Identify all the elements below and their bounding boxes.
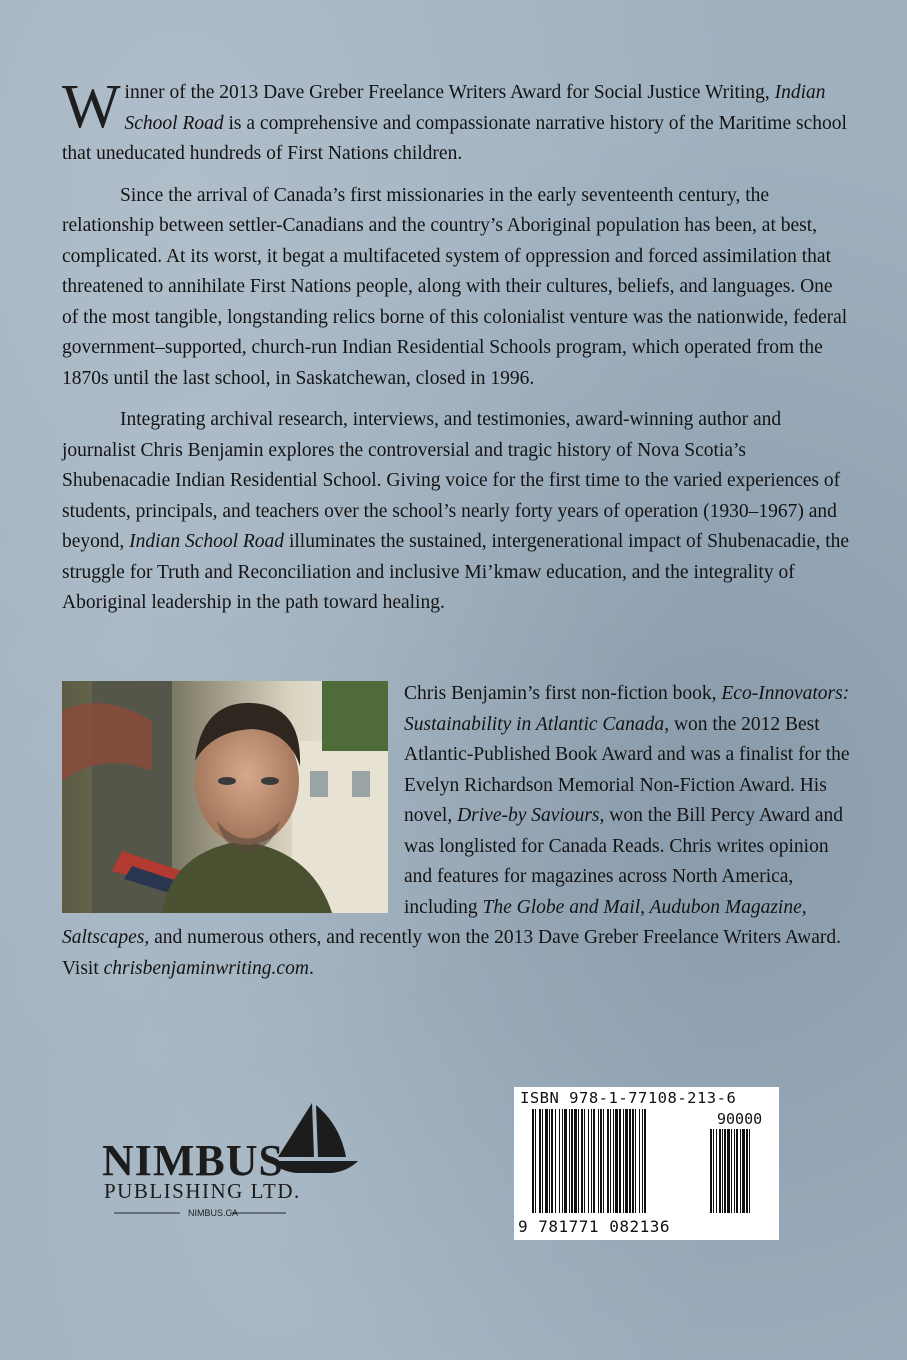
barcode-bar [562,1109,563,1213]
addon-bar [736,1129,738,1213]
isbn-label: ISBN 978-1-77108-213-6 [520,1089,737,1107]
book-title: Indian School Road [124,82,826,134]
barcode-bar [591,1109,592,1213]
addon-bar [731,1129,732,1213]
barcode-bar [549,1109,550,1213]
blurb-text: inner of the 2013 Dave Greber Freelance Writers Award for Social Justice Writing, [124,82,775,103]
barcode-bar [629,1109,631,1213]
addon-bar [734,1129,735,1213]
addon-bar [742,1129,745,1213]
barcode-bar [569,1109,570,1213]
barcode-bar [625,1109,628,1213]
photo-spacer [62,679,404,923]
publisher-name: NIMBUS [102,1136,285,1185]
blurb-text: Integrating archival research, interviews, and testimonies, award-winning author and journalist Chris Benjamin explores the controversial and tragic history of Nova Scotia’s Shubenacadie Indian Residential School. Giving voice for the first time to the varied experiences of students, principals, and teachers over the school’s nearly forty years of operation (1930–1967) and beyond, [62,409,841,552]
barcode-bar [574,1109,577,1213]
addon-bar [727,1129,730,1213]
barcode-bar [588,1109,589,1213]
addon-bar [746,1129,748,1213]
barcode-digits: 9 781771 082136 [518,1217,670,1236]
visit-end: . [308,957,314,979]
author-website-link[interactable]: chrisbenjaminwriting.com [103,957,309,979]
barcode-bar [545,1109,548,1213]
barcode-bar [532,1109,534,1213]
barcode-bar [619,1109,621,1213]
barcode-bar [615,1109,618,1213]
barcode-bar [613,1109,614,1213]
addon-bar [719,1129,721,1213]
blurb-text: illuminates the sustained, intergenerational impact of Shubenacadie, the struggle for Truth and Reconciliation and inclusive Mi’kmaw education, and the integrality of Aboriginal leadership in the path toward healing. [62,531,850,613]
drop-cap: W [62,73,121,141]
barcode-bar [600,1109,602,1213]
author-bio [62,679,852,984]
addon-bar [710,1129,712,1213]
addon-bar [713,1129,714,1213]
barcode-bar [584,1109,585,1213]
publication-names: The Globe and Mail, Audubon Magazine, Saltscapes, [62,896,807,948]
blurb-text: is a comprehensive and compassionate narrative history of the Maritime school that uneducated hundreds of First Nations children. [62,112,847,164]
addon-bar [724,1129,726,1213]
publisher-logo [100,1095,370,1225]
barcode-bar [593,1109,595,1213]
barcode-bar [610,1109,611,1213]
publisher-logo-art [100,1095,370,1225]
price-addon: 90000 [717,1110,763,1128]
addon-bar [749,1129,750,1213]
sailboat-icon [278,1103,346,1157]
barcode-bar [578,1109,579,1213]
barcode-bar [603,1109,604,1213]
addon-bar [722,1129,723,1213]
barcode-bar [551,1109,553,1213]
bio-text: and numerous others, and recently won the 2013 Dave Greber Freelance Writers Award. [149,927,841,948]
isbn-barcode [514,1087,779,1240]
barcode-bar [607,1109,609,1213]
barcode-bar [581,1109,583,1213]
publisher-subname: PUBLISHING LTD. [104,1179,301,1203]
barcode-bar [644,1109,646,1213]
book-title-novel: Drive-by Saviours [457,805,600,826]
bio-text: , won the 2012 Best Atlantic-Published Book Award and was a finalist for the Evelyn Richardson Memorial Non-Fiction Award. His novel, [404,713,850,826]
barcode-bar [564,1109,567,1213]
blurb-paragraph-3 [62,405,852,619]
barcode-bar [571,1109,573,1213]
barcode-bar [555,1109,556,1213]
barcode-bar [535,1109,536,1213]
book-title-eco: Eco-Innovators: Sustainability in Atlantic Canada [404,683,850,735]
visit-label: Visit [62,957,104,979]
barcode-bar [559,1109,560,1213]
barcode-bar [642,1109,643,1213]
barcode-bar [542,1109,543,1213]
bio-text: Chris Benjamin’s first non-fiction book, [404,683,722,704]
barcode-bar [632,1109,634,1213]
back-cover-blurb [62,73,852,630]
addon-bar [716,1129,717,1213]
barcode-bar [639,1109,640,1213]
book-title: Indian School Road [129,531,285,552]
blurb-paragraph-2: Since the arrival of Canada’s first missionaries in the early seventeenth century, the relationship between settler-Canadians and the country’s Aboriginal population has been, at best, complicated. At its worst, it begat a multifaceted system of oppression and forced assimilation that threatened to annihilate First Nations people, along with their cultures, beliefs, and languages. One of the most tangible, longstanding relics borne of this colonialist venture was the nationwide, federal government–supported, church-run Indian Residential Schools program, which operated from the 1870s until the last school, in Saskatchewan, closed in 1996. [62,184,848,389]
publisher-url: NIMBUS.CA [188,1208,239,1218]
barcode-bar [539,1109,541,1213]
bio-text: , won the Bill Percy Award and was longlisted for Canada Reads. Chris writes opinion and features for magazines across North America, including [404,805,844,918]
addon-bar [740,1129,741,1213]
barcode-bar [623,1109,624,1213]
blurb-paragraph-1 [62,73,852,170]
barcode-bar [598,1109,599,1213]
barcode-bar [635,1109,636,1213]
